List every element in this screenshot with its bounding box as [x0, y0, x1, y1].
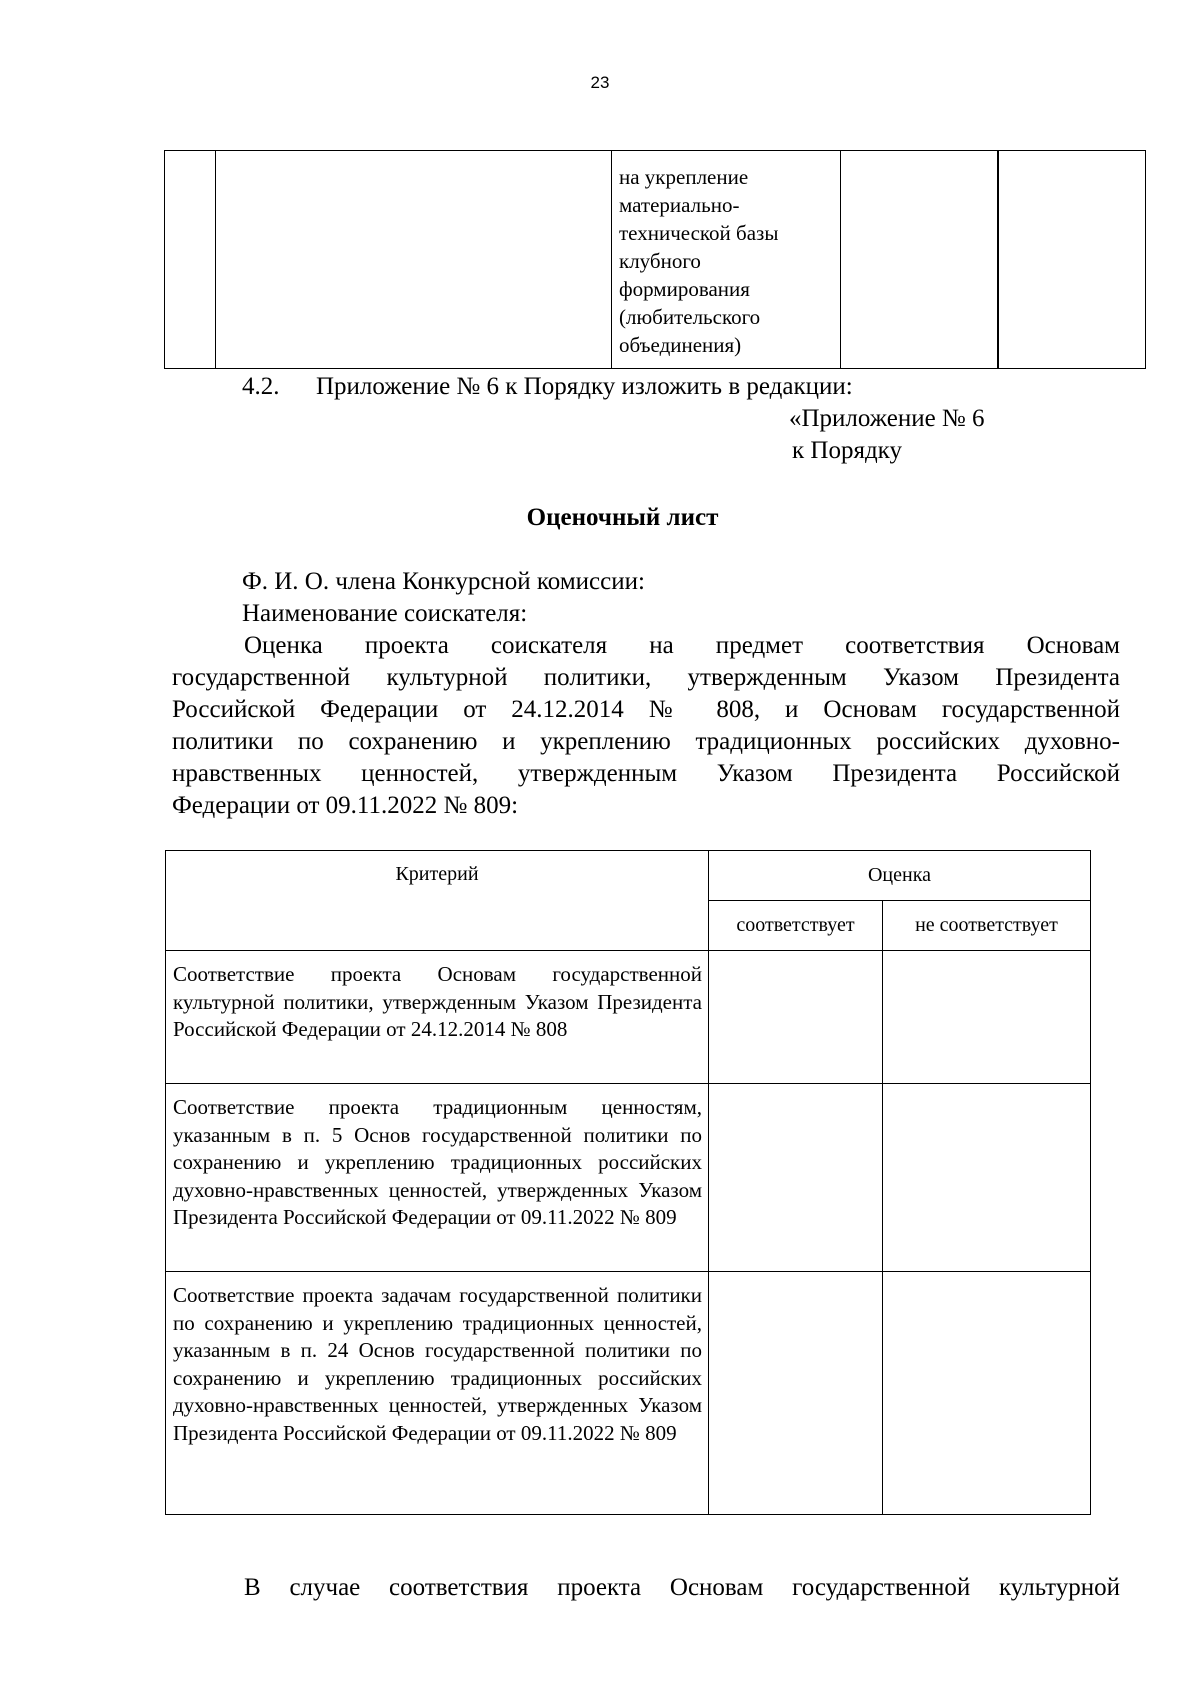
- section-number: 4.2.: [242, 373, 280, 400]
- intro-line: нравственных ценностей, утвержденным Указом Президента Российской: [172, 760, 1120, 787]
- section-instruction: Приложение № 6 к Порядку изложить в редакции:: [316, 373, 853, 400]
- table-cell-name: [216, 151, 612, 369]
- cell-line: материально-: [619, 193, 740, 217]
- cell-line: (любительского: [619, 305, 761, 329]
- intro-line: государственной культурной политики, утвержденным Указом Президента: [172, 664, 1120, 691]
- appendix-reference-line2: к Порядку: [792, 437, 902, 464]
- matches-cell: [709, 1084, 883, 1272]
- not-matches-cell: [883, 1272, 1091, 1515]
- field-member-name: Ф. И. О. члена Конкурсной комиссии:: [242, 568, 645, 595]
- criterion-cell: Соответствие проекта задачам государственной политики по сохранению и укреплению традиционных ценностей, указанным в п. 24 Основ государственной политики по сохранению и укреплению традиционных российских духовно-нравственных ценностей, утвержденных Указом Президента Российской Федерации от 09.11.2022 № 809: [166, 1272, 709, 1515]
- field-applicant-name: Наименование соискателя:: [242, 600, 528, 627]
- intro-line: Российской Федерации от 24.12.2014 № 808, и Основам государственной: [172, 696, 1120, 723]
- cell-line: формирования: [619, 277, 750, 301]
- table-cell-amount: [841, 151, 998, 369]
- criterion-cell: Соответствие проекта Основам государственной культурной политики, утвержденным Указом Президента Российской Федерации от 24.12.2014 № 808: [166, 951, 709, 1084]
- table-row: [166, 1084, 1091, 1272]
- not-matches-cell: [883, 1084, 1091, 1272]
- previous-table-fragment: [164, 150, 1146, 369]
- matches-cell: [709, 1272, 883, 1515]
- not-matches-cell: [883, 951, 1091, 1084]
- table-cell-number: [165, 151, 216, 369]
- page-number: 23: [590, 73, 610, 92]
- closing-line: В случае соответствия проекта Основам государственной культурной: [244, 1574, 1120, 1601]
- header-not-matches: не соответствует: [883, 901, 1091, 951]
- matches-cell: [709, 951, 883, 1084]
- appendix-reference-line1: «Приложение № 6: [789, 405, 985, 432]
- evaluation-table: [165, 850, 1091, 1515]
- intro-line-last: Федерации от 09.11.2022 № 809:: [172, 792, 519, 819]
- intro-line: политики по сохранению и укреплению традиционных российских духовно-: [172, 728, 1120, 755]
- cell-line: клубного: [619, 249, 701, 273]
- header-criterion: Критерий: [166, 851, 709, 951]
- cell-line: объединения): [619, 333, 742, 357]
- cell-line: технической базы: [619, 221, 779, 245]
- criterion-cell: Соответствие проекта традиционным ценностям, указанным в п. 5 Основ государственной политики по сохранению и укреплению традиционных российских духовно-нравственных ценностей, утвержденных Указом Президента Российской Федерации от 09.11.2022 № 809: [166, 1084, 709, 1272]
- table-row: [166, 1272, 1091, 1515]
- header-assessment: Оценка: [709, 851, 1091, 901]
- table-cell-purpose: [612, 151, 841, 369]
- sheet-title: Оценочный лист: [526, 504, 719, 531]
- cell-line: на укрепление: [619, 165, 749, 189]
- header-matches: соответствует: [709, 901, 883, 951]
- table-row: [166, 951, 1091, 1084]
- table-cell-note: [999, 151, 1146, 369]
- intro-line: Оценка проекта соискателя на предмет соответствия Основам: [244, 632, 1120, 659]
